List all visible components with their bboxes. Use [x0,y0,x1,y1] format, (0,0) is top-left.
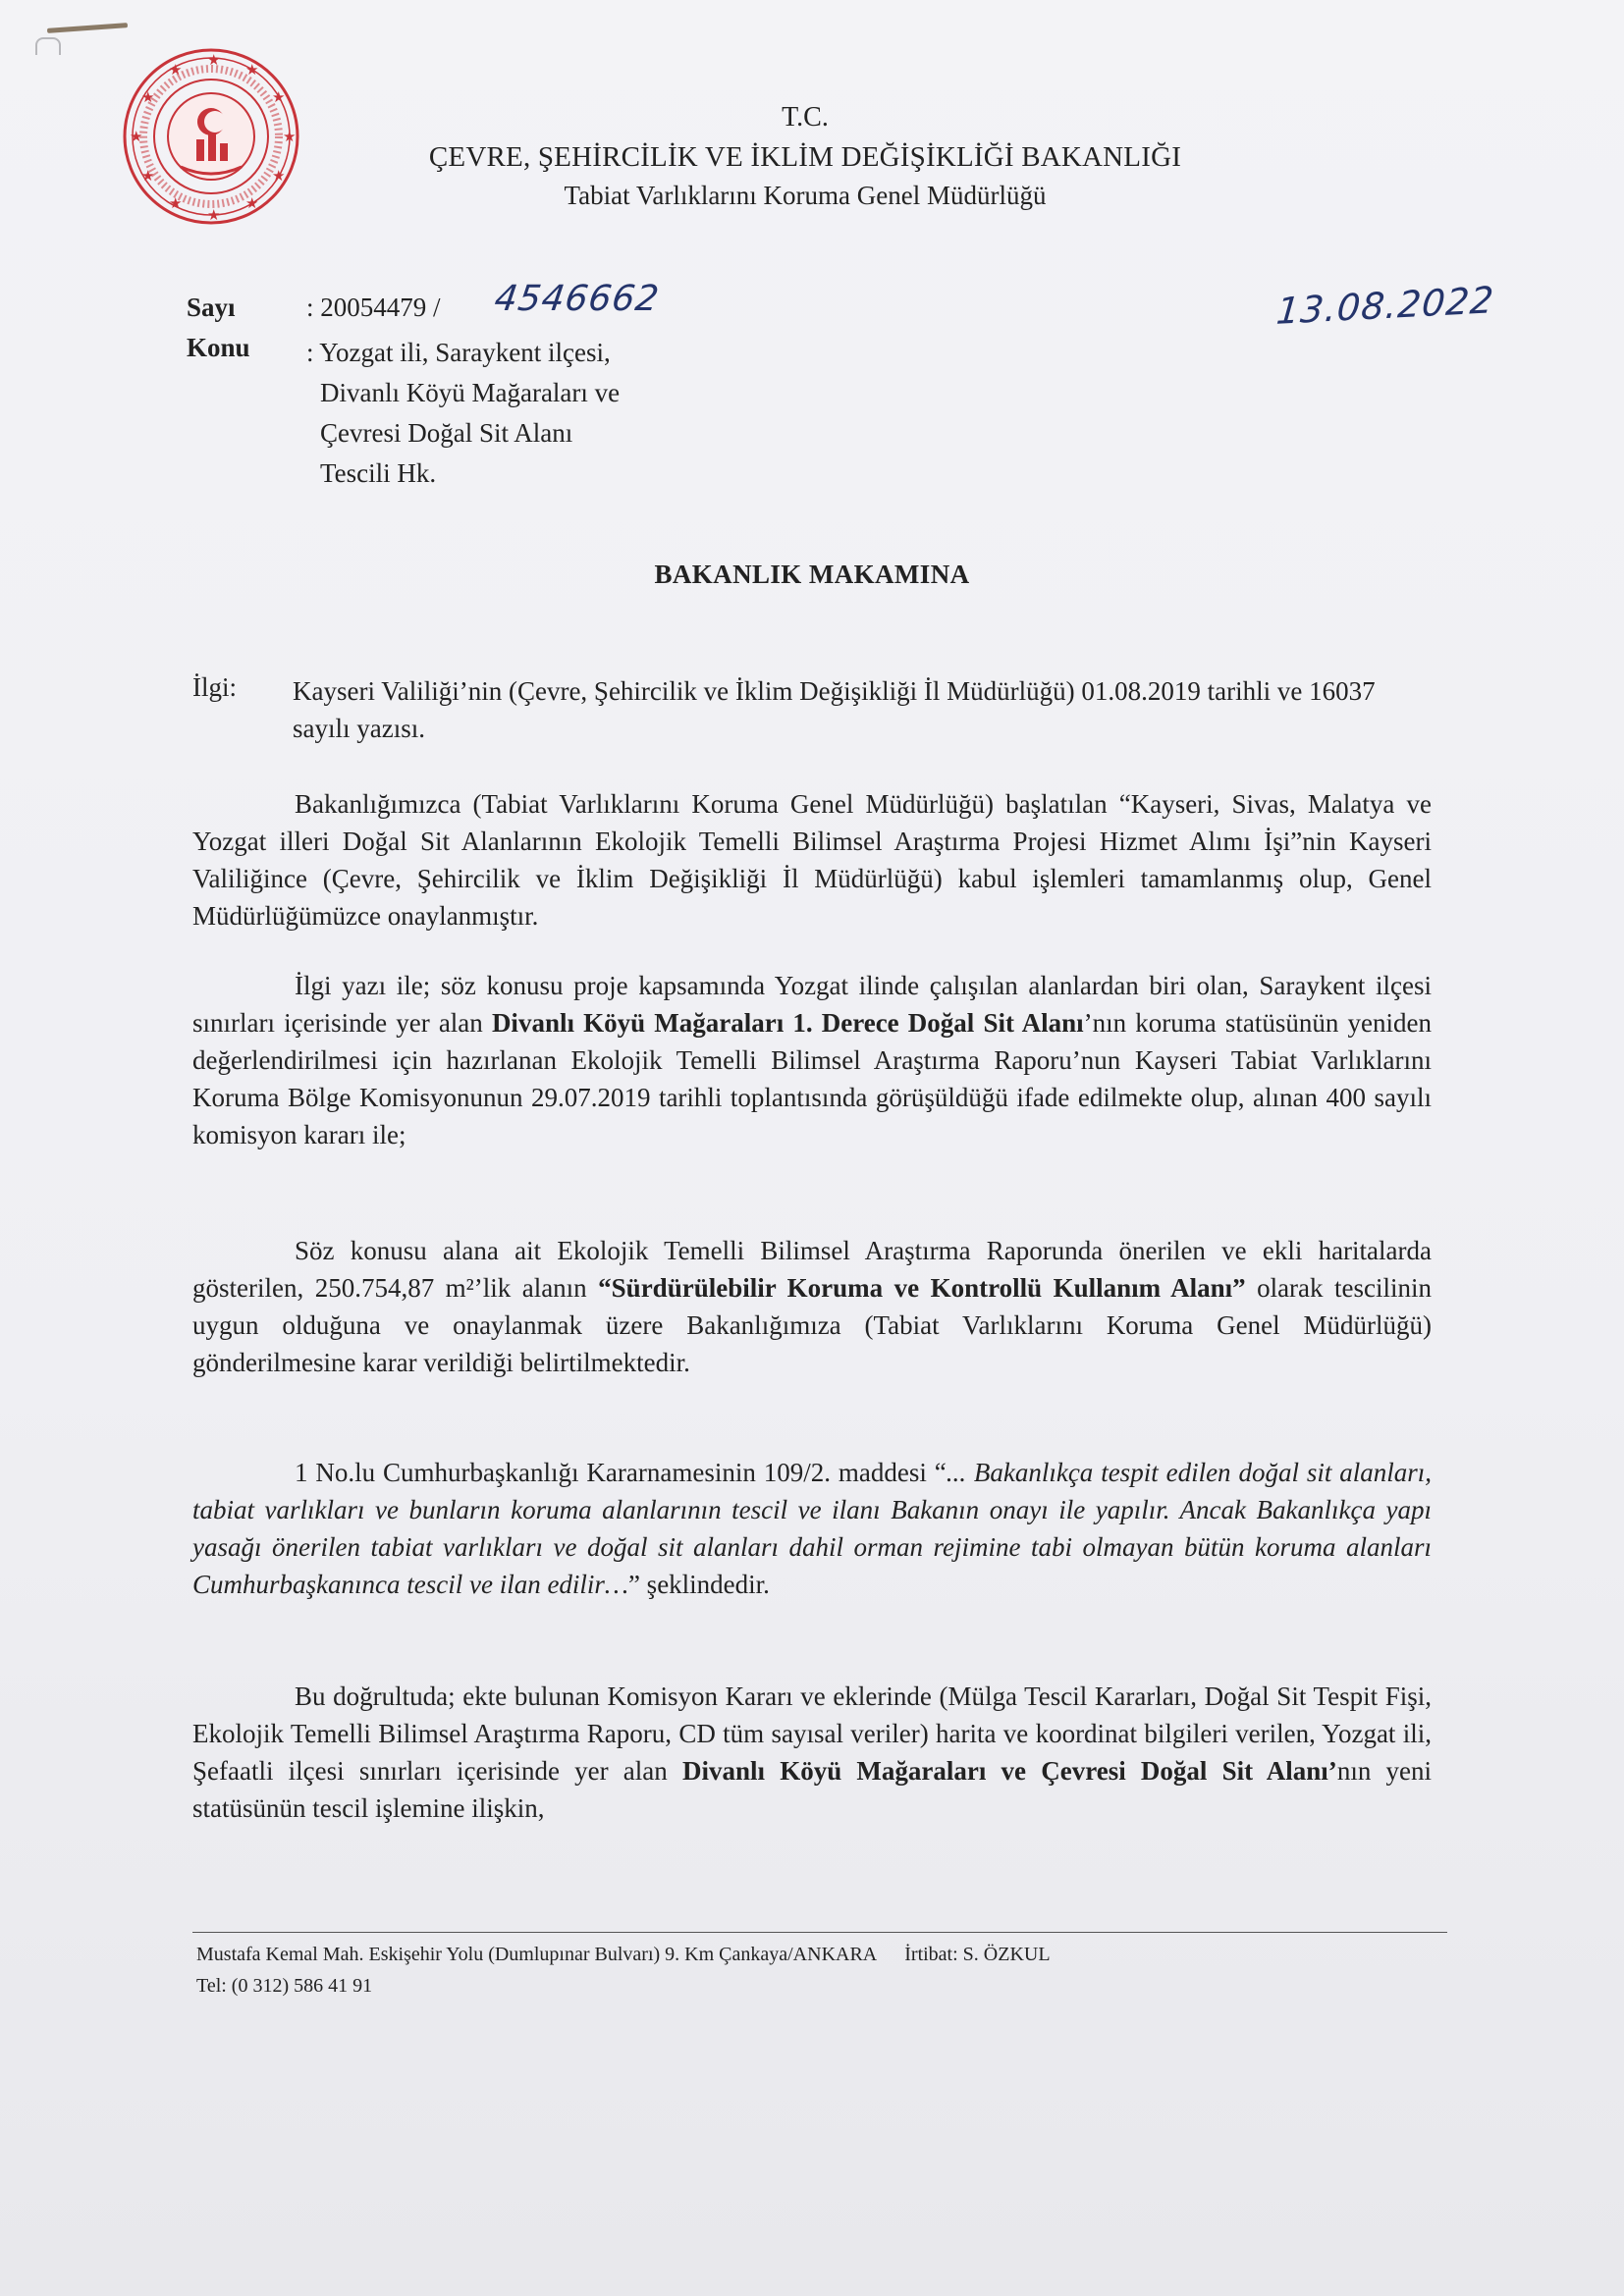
paragraph-text: nın yeni statüsünün tescil işlemine ilişkin, [192,1756,1432,1823]
svg-text:★: ★ [272,167,286,185]
footer-divider [192,1932,1447,1933]
handwritten-date: 13.08.2022 [1274,279,1496,333]
svg-text:★: ★ [272,88,286,106]
konu-label: Konu [187,333,250,362]
konu-line: Tescili Hk. [320,458,437,488]
svg-text:★: ★ [169,61,183,79]
paragraph-1: Bakanlığımızca (Tabiat Varlıklarını Koruma Genel Müdürlüğü) başlatılan “Kayseri, Sivas, Malatya ve Yozgat illeri Doğal Sit Alanlarının Ekolojik Temelli Bilimsel Araştırma Projesi Hizmet Alımı İşi”nin Kayseri Valiliğince (Çevre, Şehircilik ve İklim Değişikliği İl Müdürlüğü) kabul işlemleri tamamlanmış olup, Genel Müdürlüğümüzce onaylanmıştır. [192,789,1432,931]
header-tc: T.C. [782,102,829,133]
header-directorate: Tabiat Varlıklarını Koruma Genel Müdürlüğü [564,181,1047,210]
svg-text:★: ★ [207,206,221,224]
konu-text [306,333,620,494]
footer-address-line [196,1944,1051,1966]
ilgi-text: Kayseri Valiliği’nin (Çevre, Şehircilik ve İklim Değişikliği İl Müdürlüğü) 01.08.2019 tarihli ve 16037 sayılı yazısı. [293,676,1376,743]
konu-line: Divanlı Köyü Mağaraları ve [320,378,621,407]
header-ministry: ÇEVRE, ŞEHİRCİLİK VE İKLİM DEĞİŞİKLİĞİ BAKANLIĞI [428,141,1182,173]
paragraph-quote-text: ... Bakanlıkça tespit edilen doğal sit alanları, tabiat varlıkları ve bunların koruma alanlarının tescil ve ilanı Bakanın onayı ile yapılır. Ancak Bakanlıkça yapı yasağı önerilen tabiat varlıkları ve doğal sit alanları dahil orman rejimine tabi olmayan bütün koruma alanları Cumhurbaşkanınca tescil ve ilan edilir… [192,1458,1432,1599]
paragraph-text: ’nın koruma statüsünün yeniden değerlendirilmesi için hazırlanan Ekolojik Temelli Bilimsel Araştırma Raporu’nun Kayseri Tabiat Varlıklarını Koruma Bölge Komisyonunun 29.07.2019 tarihli toplantısında görüşüldüğü ifade edilmekte olup, alınan 400 sayılı komisyon kararı ile; [192,1008,1432,1149]
konu-line: Çevresi Doğal Sit Alanı [320,418,573,448]
paragraph-text: 1 No.lu Cumhurbaşkanlığı Kararnamesinin 109/2. maddesi “ [295,1458,947,1487]
svg-text:★: ★ [169,194,183,212]
handwritten-number: 4546662 [492,279,663,319]
staple-mark [35,37,61,55]
svg-text:★: ★ [141,167,155,185]
paragraph-4 [192,1454,1432,1603]
footer-phone: Tel: (0 312) 586 41 91 [196,1975,373,1997]
footer-address: Mustafa Kemal Mah. Eskişehir Yolu (Dumlupınar Bulvarı) 9. Km Çankaya/ANKARA [196,1944,878,1965]
sayi-value: : 20054479 / [306,293,441,322]
ilgi-label: İlgi: [192,672,237,702]
paragraph-5 [192,1678,1432,1827]
ministry-seal-logo [120,45,302,228]
konu-line: : Yozgat ili, Saraykent ilçesi, [306,338,611,367]
paragraph-text: ” şeklindedir. [627,1570,770,1599]
paragraph-bold-text: Divanlı Köyü Mağaraları ve Çevresi Doğal Sit Alanı’ [681,1756,1337,1786]
svg-text:★: ★ [283,128,297,145]
svg-text:★: ★ [245,194,259,212]
paragraph-3 [192,1232,1432,1381]
svg-text:★: ★ [207,51,221,69]
paragraph-text: Bu doğrultuda; ekte bulunan Komisyon Kararı ve eklerinde (Mülga Tescil Kararları, Doğal Sit Tespit Fişi, Ekolojik Temelli Bilimsel Araştırma Raporu, CD tüm sayısal veriler) harita ve koordinat bilgileri verilen, Yozgat ili, Şefaatli ilçesi sınırları içerisinde yer alan [192,1682,1432,1786]
sayi-label: Sayı [187,293,236,322]
paragraph-2 [192,967,1432,1153]
addressee-heading: BAKANLIK MAKAMINA [654,560,970,589]
paragraph-text: olarak tescilinin uygun olduğuna ve onaylanmak üzere Bakanlığımıza (Tabiat Varlıklarını Koruma Genel Müdürlüğü) gönderilmesine karar verildiği belirtilmektedir. [192,1273,1432,1377]
svg-text:★: ★ [130,128,143,145]
svg-text:★: ★ [245,61,259,79]
staple [47,23,128,33]
svg-text:★: ★ [141,88,155,106]
footer-irtibat: İrtibat: S. ÖZKUL [904,1944,1051,1965]
paragraph-bold-text: “Sürdürülebilir Koruma ve Kontrollü Kullanım Alanı” [598,1273,1246,1303]
paragraph-text: Söz konusu alana ait Ekolojik Temelli Bilimsel Araştırma Raporunda önerilen ve ekli haritalarda gösterilen, 250.754,87 m²’lik alanın [192,1236,1432,1303]
paragraph-bold-text: Divanlı Köyü Mağaraları 1. Derece Doğal Sit Alanı [491,1008,1084,1038]
paragraph-text: İlgi yazı ile; söz konusu proje kapsamında Yozgat ilinde çalışılan alanlardan biri olan, Saraykent ilçesi sınırları içerisinde yer alan [192,971,1432,1038]
